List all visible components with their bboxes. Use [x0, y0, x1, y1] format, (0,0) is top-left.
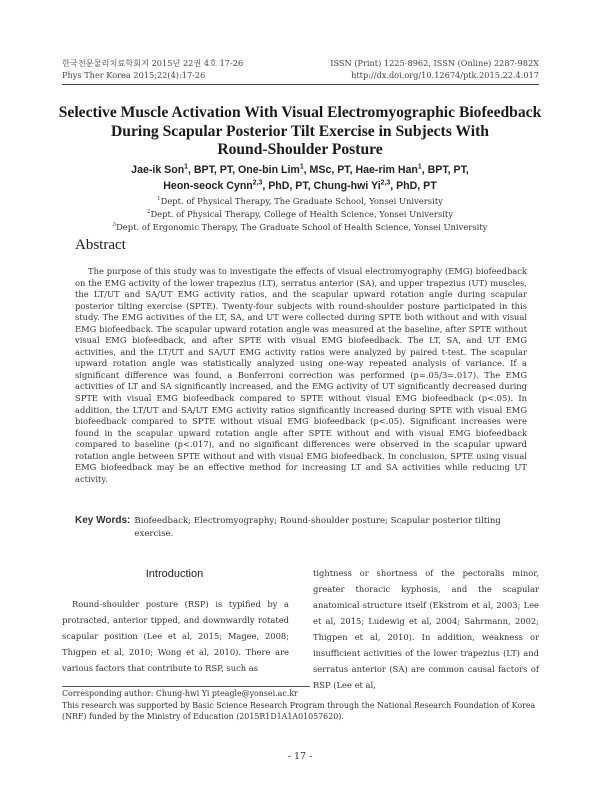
- affiliation-sup: 2: [146, 209, 151, 216]
- author-sup: 2,3: [252, 178, 263, 186]
- author-line-1: [40, 163, 560, 179]
- author-degrees: , MSc, PT,: [303, 164, 356, 176]
- author-name: Chung-hwi Yi: [313, 179, 381, 192]
- introduction-right-column: tightness or shortness of the pectoralis minor, greater thoracic kyphosis, and the scapular anatomical structure itself (Ekstrom et al, 2003; Lee et al, 2015; Ludewig et al, 2004; Sahrmann, 2002; Thigpen et al, 2010). In addition, weakness or insufficient activities of the lower trapezius (LT) and serratus anterior (SA) are common causal factors of RSP (Lee et al,: [313, 568, 539, 690]
- running-header-right: [330, 57, 539, 81]
- affiliation-text: Dept. of Physical Therapy, College of Health Science, Yonsei University: [150, 209, 454, 219]
- author-line-2: [40, 179, 560, 195]
- introduction-heading: Introduction: [145, 568, 204, 580]
- affiliation-sup: 3: [112, 222, 117, 229]
- affiliation-3: [40, 222, 560, 233]
- journal-korean: 한국전문물리치료학회지 2015년 22권 4호 17-26: [62, 58, 244, 68]
- running-header-left: [62, 57, 243, 81]
- header-rule: [62, 84, 539, 85]
- author-name: Hae-rim Han: [355, 164, 418, 176]
- footnote-rule: [62, 686, 310, 687]
- abstract-heading: Abstract: [75, 237, 126, 253]
- author-list: [40, 163, 560, 194]
- author-sup: 1: [417, 163, 422, 171]
- author-name: Jae-ik Son: [131, 164, 185, 176]
- author-degrees: , BPT, PT,: [421, 164, 469, 176]
- author-degrees: , PhD, PT,: [262, 179, 314, 192]
- introduction-left-column: Round-shoulder posture (RSP) is typified by a protracted, anterior tipped, and downwardly rotated scapular position (Lee et al, 2015; Magee, 2008; Thigpen et al, 2010; Wong et al, 2010). There are various factors that contribute to RSP, such as: [62, 599, 289, 673]
- funding-note: This research was supported by Basic Science Research Program through the National Research Foundation of Korea (NRF) funded by the Ministry of Education (2015R1D1A1A01057620).: [62, 701, 536, 721]
- affiliation-1: [40, 196, 560, 207]
- affiliation-text: Dept. of Physical Therapy, The Graduate School, Yonsei University: [160, 196, 443, 206]
- keywords-label: Key Words:: [75, 515, 131, 526]
- author-name: One-bin Lim: [238, 164, 300, 176]
- author-name: Heon-seock Cynn: [163, 179, 253, 192]
- author-sup: 2,3: [380, 178, 391, 186]
- affiliation-sup: 1: [157, 196, 161, 203]
- title-line-2: During Scapular Posterior Tilt Exercise in Subjects With: [111, 122, 489, 140]
- keywords: [75, 515, 527, 540]
- page-number: - 17 -: [287, 751, 313, 762]
- title-line-1: Selective Muscle Activation With Visual Electromyographic Biofeedback: [58, 104, 542, 121]
- abstract-body: The purpose of this study was to investigate the effects of visual electromyography (EMG) biofeedback on the EMG activity of the lower trapezius (LT), serratus anterior (SA), and upper trapezius (UT) muscles, the LT/UT and SA/UT EMG activity ratios, and the scapular upward rotation angle during scapular posterior tilting exercise (SPTE). Twenty-four subjects with round-shoulder posture participated in this study. The EMG activities of the LT, SA, and UT were collected during SPTE both without and with visual EMG biofeedback. The scapular upward rotation angle was measured at the baseline, after SPTE without visual EMG biofeedback, and after SPTE with visual EMG biofeedback. The LT, SA, and UT EMG activities, and the LT/UT and SA/UT EMG activity ratios were analyzed by paired t-test. The scapular upward rotation angle was statistically analyzed using one-way repeated analysis of variance. If a significant difference was found, a Bonferroni correction was performed (p=.05/3=.017). The EMG activities of LT and SA significantly increased, and the EMG activity of UT significantly decreased during SPTE with visual EMG biofeedback compared to SPTE without visual EMG biofeedback (p<.05). In addition, the LT/UT and SA/UT EMG activity ratios significantly increased during SPTE with visual EMG biofeedback compared to SPTE without visual EMG biofeedback (p<.05). Significant increases were found in the scapular upward rotation angle after SPTE without and with visual EMG biofeedback compared to baseline (p<.017), and no significant differences were observed in the scapular upward rotation angle between SPTE without and with visual EMG biofeedback. In conclusion, SPTE using visual EMG biofeedback may be an effective method for increasing LT and SA activities while reducing UT activity.: [75, 266, 527, 484]
- affiliation-text: Dept. of Ergonomic Therapy, The Graduate School of Health Science, Yonsei University: [116, 222, 488, 232]
- corresponding-author-note: Corresponding author: Chung-hwi Yi pteagle@yonsei.ac.kr: [62, 689, 298, 698]
- paper-title: [40, 104, 560, 160]
- journal-citation: Phys Ther Korea 2015;22(4):17-26: [62, 70, 206, 80]
- affiliation-2: [40, 209, 560, 220]
- author-degrees: , PhD, PT: [390, 179, 437, 192]
- issn: ISSN (Print) 1225-8962, ISSN (Online) 2287-982X: [330, 58, 539, 68]
- doi-link[interactable]: http://dx.doi.org/10.12674/ptk.2015.22.4.017: [351, 70, 539, 80]
- title-line-3: Round-Shoulder Posture: [217, 141, 383, 158]
- author-sup: 1: [299, 163, 304, 171]
- author-degrees: , BPT, PT,: [188, 164, 239, 176]
- author-sup: 1: [184, 163, 188, 171]
- keywords-text: Biofeedback; Electromyography; Round-shoulder posture; Scapular posterior tilting exercise.: [134, 516, 501, 539]
